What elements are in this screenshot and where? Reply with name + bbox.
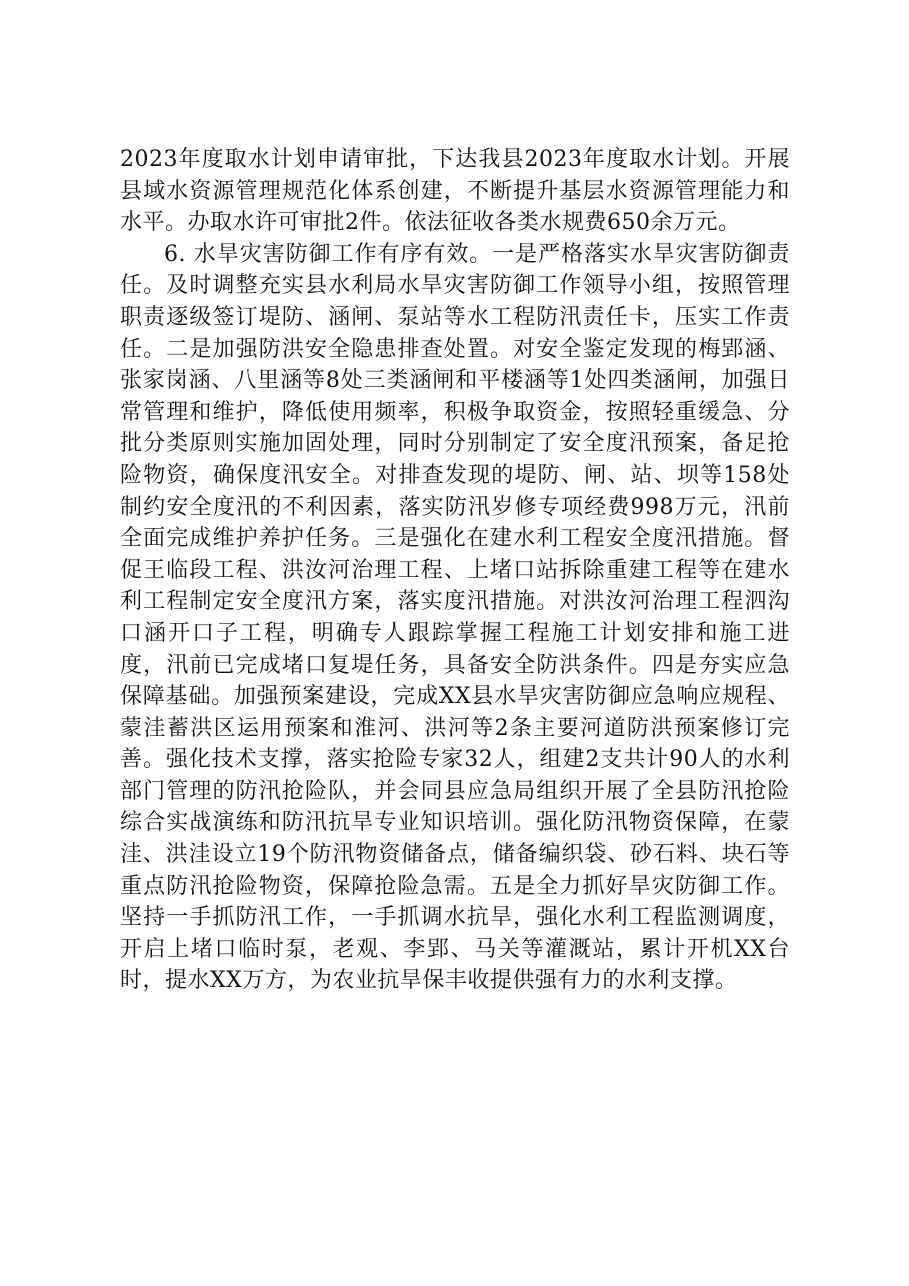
paragraph-water-permit: 2023年度取水计划申请审批，下达我县2023年度取水计划。开展县域水资源管理规范化体系创建，不断提升基层水资源管理能力和水平。办取水许可审批2件。依法征收各类水规费650余万元。 xyxy=(120,147,790,236)
document-body xyxy=(120,144,790,997)
paragraph-flood-drought-defense: 6. 水旱灾害防御工作有序有效。一是严格落实水旱灾害防御责任。及时调整充实县水利局水旱灾害防御工作领导小组，按照管理职责逐级签订堤防、涵闸、泵站等水工程防汛责任卡，压实工作责任。二是加强防洪安全隐患排查处置。对安全鉴定发现的梅郢涵、张家岗涵、八里涵等8处三类涵闸和平楼涵等1处四类涵闸，加强日常管理和维护，降低使用频率，积极争取资金，按照轻重缓急、分批分类原则实施加固处理，同时分别制定了安全度汛预案，备足抢险物资，确保度汛安全。对排查发现的堤防、闸、站、坝等158处制约安全度汛的不利因素，落实防汛岁修专项经费998万元，汛前全面完成维护养护任务。三是强化在建水利工程安全度汛措施。督促王临段工程、洪汝河治理工程、上堵口站拆除重建工程等在建水利工程制定安全度汛方案，落实度汛措施。对洪汝河治理工程泗沟口涵开口子工程，明确专人跟踪掌握工程施工计划安排和施工进度，汛前已完成堵口复堤任务，具备安全防洪条件。四是夯实应急保障基础。加强预案建设，完成XX县水旱灾害防御应急响应规程、蒙洼蓄洪区运用预案和淮河、洪河等2条主要河道防洪预案修订完善。强化技术支撑，落实抢险专家32人，组建2支共计90人的水利部门管理的防汛抢险队，并会同县应急局组织开展了全县防汛抢险综合实战演练和防汛抗旱专业知识培训。强化防汛物资保障，在蒙洼、洪洼设立19个防汛物资储备点，储备编织袋、砂石料、块石等重点防汛抢险物资，保障抢险急需。五是全力抓好旱灾防御工作。坚持一手抓防汛工作，一手抓调水抗旱，强化水利工程监测调度，开启上堵口临时泵，老观、李郢、马关等灌溉站，累计开机XX台时，提水XX万方，为农业抗旱保丰收提供强有力的水利支撑。 xyxy=(120,241,790,994)
